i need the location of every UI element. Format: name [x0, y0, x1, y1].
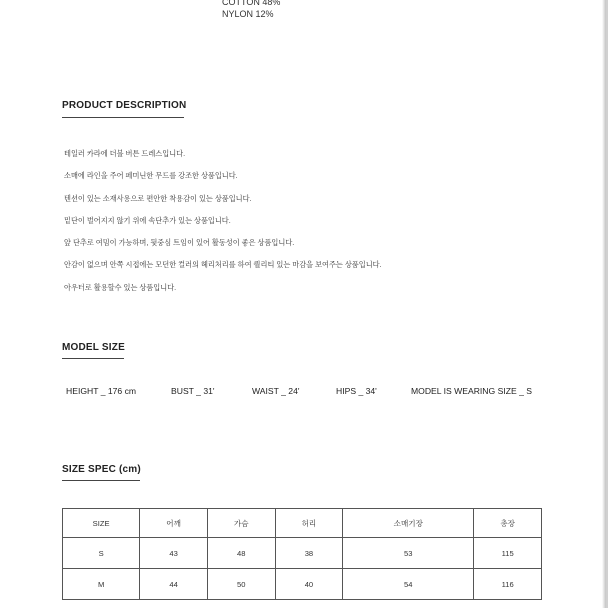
table-header-cell: 어깨 — [140, 509, 208, 538]
table-header-cell: 소매기장 — [343, 509, 474, 538]
description-line: 밑단이 벌어지지 않기 위에 속단추가 있는 상품입니다. — [64, 215, 231, 225]
description-line: 테일러 카라에 더블 버튼 드레스입니다. — [64, 149, 186, 158]
material-composition — [222, 0, 280, 20]
table-cell: S — [63, 538, 140, 569]
table-header-cell: SIZE — [63, 509, 140, 538]
table-cell: 116 — [474, 569, 542, 600]
table-cell: 48 — [207, 538, 275, 569]
model-wearing-size: MODEL IS WEARING SIZE _ S — [411, 386, 532, 396]
material-line: COTTON 48% — [222, 0, 281, 7]
table-cell: 50 — [207, 569, 275, 600]
table-cell: 115 — [474, 538, 542, 569]
table-cell: 40 — [275, 569, 343, 600]
description-line: 안감이 없으며 안쪽 시접에는 모던한 컬러의 헤리처리를 하여 퀄리티 있는 마감을 보여주는 상품입니다. — [64, 260, 382, 270]
model-hips: HIPS _ 34' — [336, 386, 377, 396]
table-cell: M — [63, 569, 140, 600]
model-size-heading: MODEL SIZE — [62, 342, 125, 353]
table-cell: 44 — [140, 569, 208, 600]
table-row — [63, 538, 542, 569]
table-header-cell: 총장 — [474, 509, 542, 538]
model-height: HEIGHT _ 176 cm — [66, 386, 137, 396]
heading-underline — [62, 358, 124, 359]
description-line: 소매에 라인을 주어 페미닌한 무드를 강조한 상품입니다. — [64, 171, 238, 181]
table-header-cell: 가슴 — [207, 509, 275, 538]
table-cell: 53 — [343, 538, 474, 569]
table-row — [63, 569, 542, 600]
description-line: 아우터로 활용할수 있는 상품입니다. — [64, 282, 177, 292]
table-cell: 54 — [343, 569, 474, 600]
table-header-cell: 허리 — [275, 509, 343, 538]
model-bust: BUST _ 31' — [171, 386, 215, 396]
product-description-heading: PRODUCT DESCRIPTION — [62, 100, 186, 111]
product-description-text — [64, 148, 382, 304]
heading-underline — [62, 117, 184, 118]
heading-underline — [62, 480, 140, 481]
size-spec-table — [62, 508, 542, 600]
description-line: 텐션이 있는 소재사용으로 편안한 착용감이 있는 상품입니다. — [64, 193, 252, 203]
material-line: NYLON 12% — [222, 9, 274, 19]
size-spec-heading: SIZE SPEC (cm) — [62, 464, 141, 475]
table-header-row — [63, 509, 542, 538]
table-cell: 38 — [275, 538, 343, 569]
model-waist: WAIST _ 24' — [252, 386, 300, 396]
description-line: 앞 단추로 여밈이 가능하며, 뒷중심 트임이 있어 활동성이 좋은 상품입니다. — [64, 238, 295, 248]
table-cell: 43 — [140, 538, 208, 569]
